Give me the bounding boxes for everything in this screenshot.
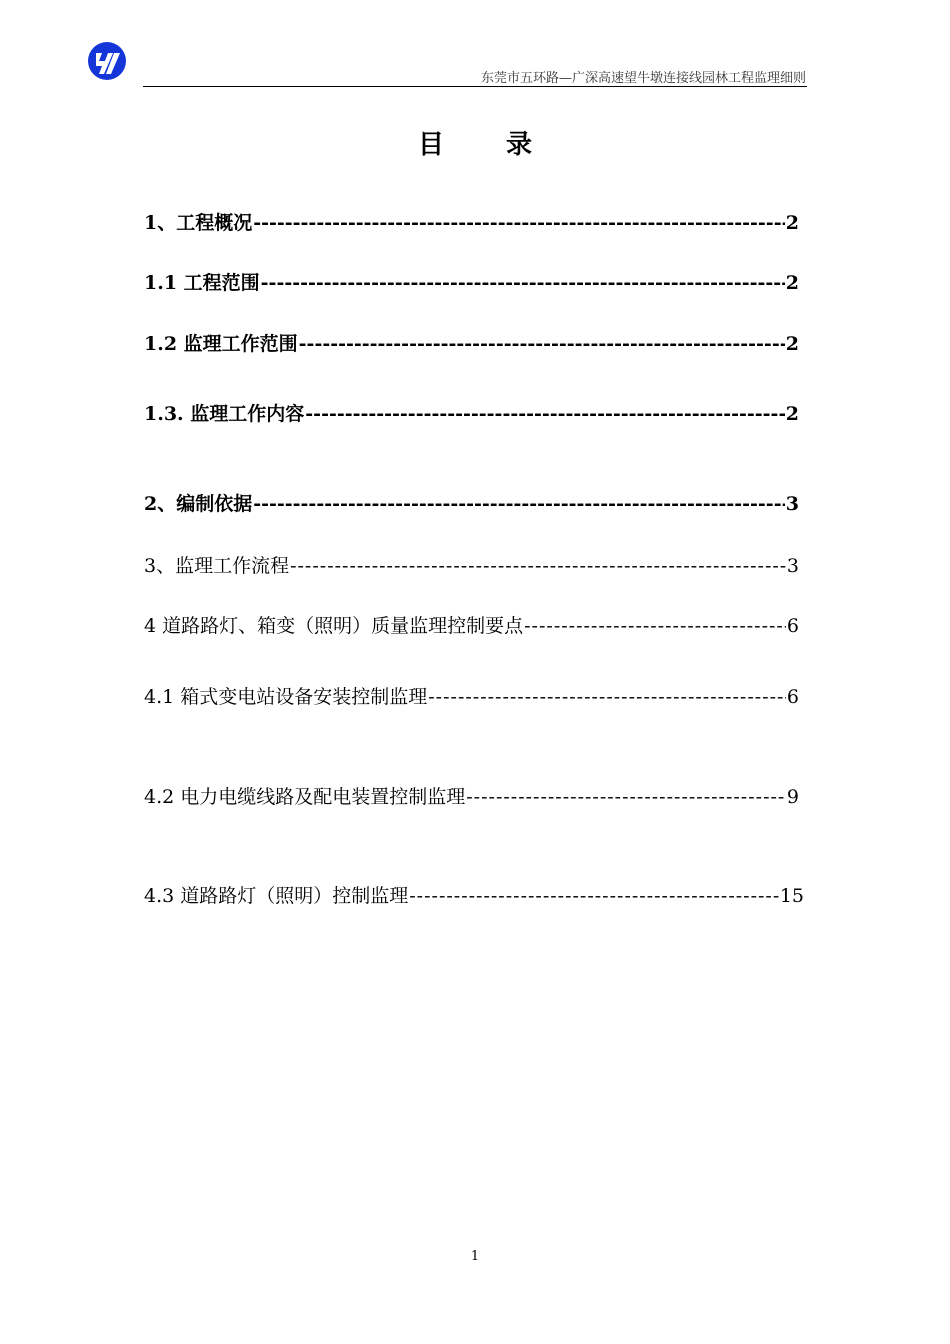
toc-entry[interactable]: [144, 399, 799, 426]
toc-entry-label: 1、工程概况: [144, 212, 253, 234]
document-title-header: 东莞市五环路—广深高速望牛墩连接线园林工程监理细则: [480, 71, 806, 86]
toc-leader: [253, 212, 785, 234]
toc-entry-page: 2: [785, 212, 799, 234]
toc-entry[interactable]: [144, 268, 799, 295]
toc-entry[interactable]: [144, 489, 799, 516]
toc-entry-label: 2、编制依据: [144, 493, 253, 515]
toc-entry[interactable]: [144, 551, 799, 578]
toc-entry-label: 4.3 道路路灯（照明）控制监理: [144, 885, 409, 907]
toc-entry-label: 1.1 工程范围: [144, 272, 260, 294]
header-divider: [143, 86, 807, 87]
toc-entry[interactable]: [144, 881, 804, 908]
toc-entry-page: 9: [786, 786, 799, 808]
company-logo-icon: [87, 40, 127, 82]
toc-leader: [305, 403, 784, 425]
toc-entry-page: 6: [786, 615, 799, 637]
toc-entry-page: 15: [779, 885, 804, 907]
toc-entry-page: 3: [786, 555, 799, 577]
toc-leader: [466, 786, 786, 808]
toc-entry-page: 6: [786, 686, 799, 708]
toc-leader: [253, 493, 785, 515]
toc-leader: [290, 555, 786, 577]
toc-entry-label: 4 道路路灯、箱变（照明）质量监理控制要点: [144, 615, 524, 637]
toc-entry-page: 2: [785, 272, 799, 294]
toc-entry[interactable]: [144, 682, 799, 709]
toc-entry-page: 3: [785, 493, 799, 515]
toc-entry-label: 3、监理工作流程: [144, 555, 290, 577]
toc-entry-page: 2: [785, 333, 799, 355]
toc-entry-page: 2: [785, 403, 799, 425]
toc-entry-label: 4.2 电力电缆线路及配电装置控制监理: [144, 786, 466, 808]
toc-entry[interactable]: [144, 208, 799, 235]
toc-leader: [428, 686, 786, 708]
toc-entry[interactable]: [144, 329, 799, 356]
toc-title: 目录: [417, 130, 594, 160]
toc-leader: [261, 272, 785, 294]
page-number: 1: [470, 1249, 480, 1264]
toc-entry-label: 1.2 监理工作范围: [144, 333, 298, 355]
toc-entry[interactable]: [144, 611, 799, 638]
toc-entry-label: 1.3. 监理工作内容: [144, 403, 305, 425]
toc-entry-label: 4.1 箱式变电站设备安装控制监理: [144, 686, 428, 708]
toc-leader: [409, 885, 779, 907]
toc-leader: [299, 333, 785, 355]
toc-leader: [524, 615, 786, 637]
toc-entry[interactable]: [144, 782, 799, 809]
